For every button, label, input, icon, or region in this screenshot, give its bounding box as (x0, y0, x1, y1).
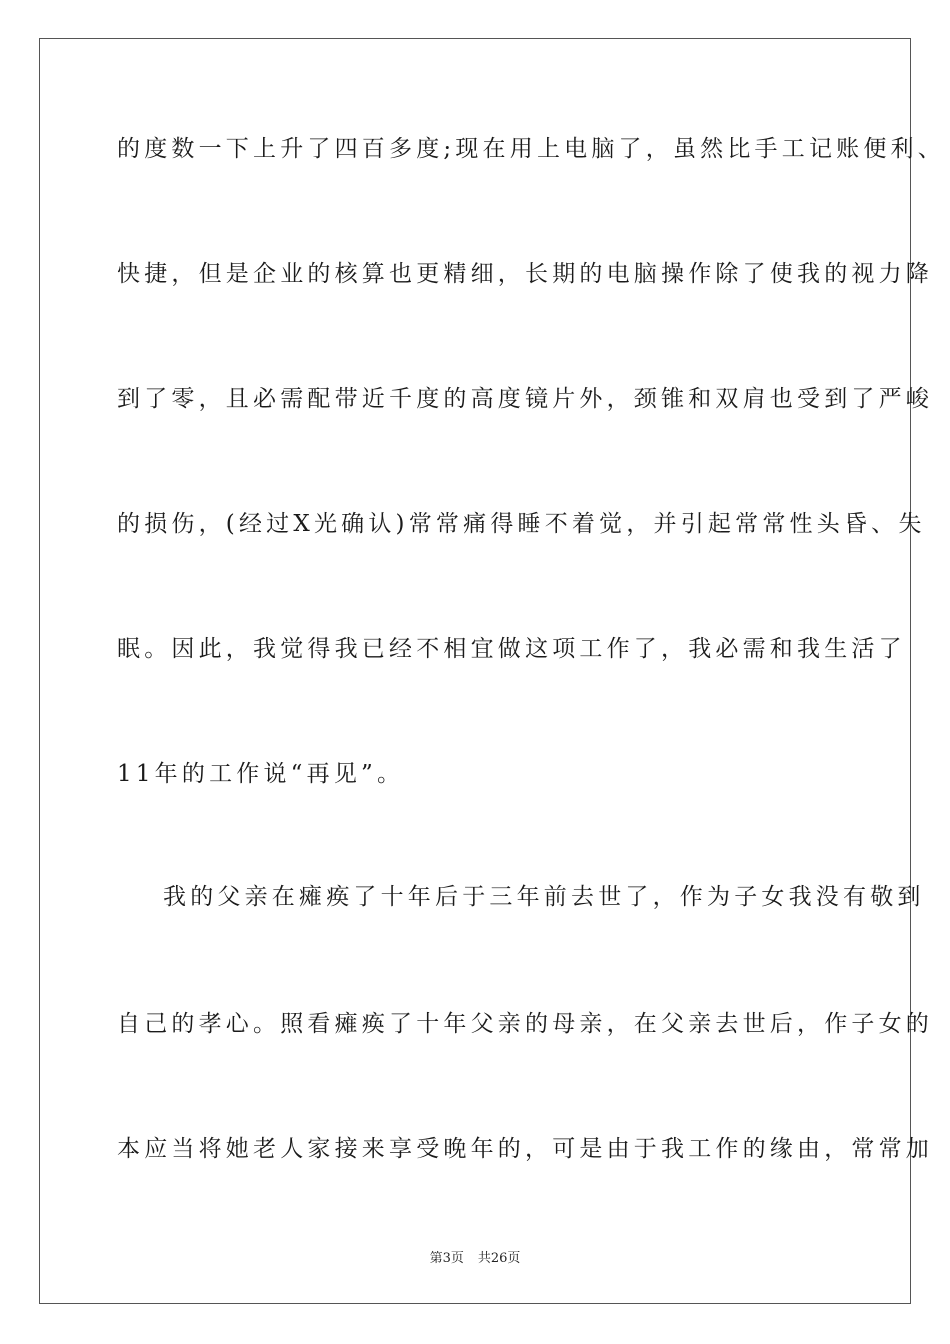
text-line-6: 11年的工作说“再见”。 (117, 761, 405, 787)
text-line-3: 到了零，且必需配带近千度的高度镜片外，颈锥和双肩也受到了严峻 (117, 386, 933, 412)
page-border (39, 38, 911, 1304)
text-line-9: 本应当将她老人家接来享受晚年的，可是由于我工作的缘由，常常加 (117, 1136, 933, 1162)
text-line-5: 眠。因此，我觉得我已经不相宜做这项工作了，我必需和我生活了 (117, 636, 906, 662)
text-line-1: 的度数一下上升了四百多度;现在用上电脑了，虽然比手工记账便利、 (117, 136, 945, 162)
text-line-2: 快捷，但是企业的核算也更精细，长期的电脑操作除了使我的视力降 (117, 261, 933, 287)
text-line-4: 的损伤，(经过X光确认)常常痛得睡不着觉，并引起常常性头昏、失 (117, 511, 926, 537)
page-number: 第3页 (429, 1251, 464, 1266)
page-total: 共26页 (477, 1251, 521, 1266)
page-footer (0, 1247, 950, 1266)
paragraph-start-line: 我的父亲在瘫痪了十年后于三年前去世了，作为子女我没有敬到 (163, 884, 925, 910)
text-line-8: 自己的孝心。照看瘫痪了十年父亲的母亲，在父亲去世后，作子女的 (117, 1011, 933, 1037)
